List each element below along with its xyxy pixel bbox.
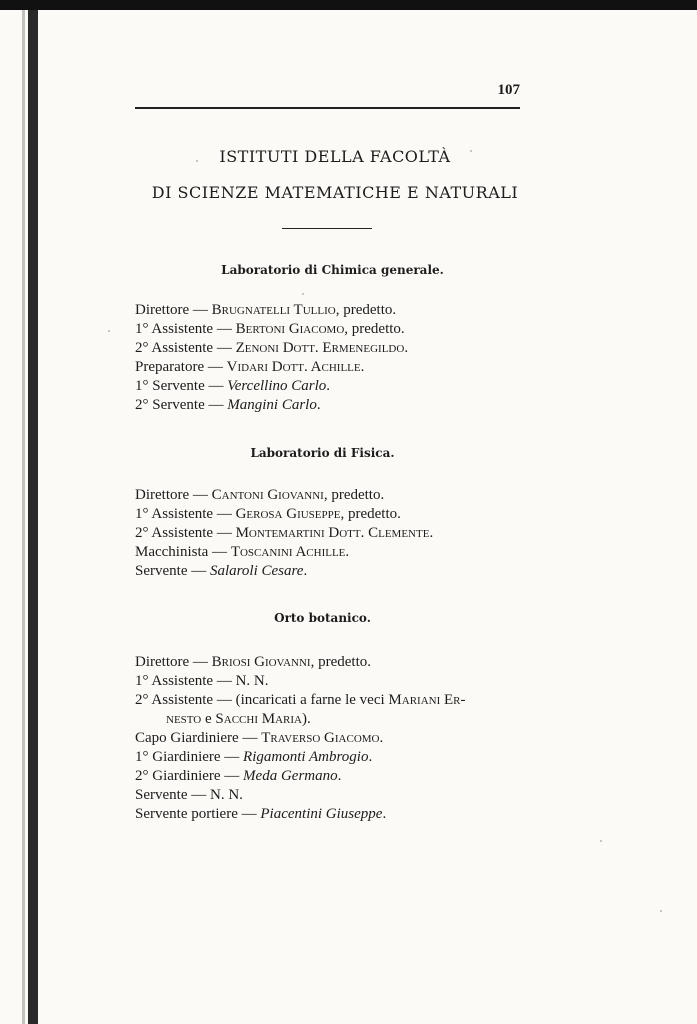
entry-role: Servente — bbox=[135, 787, 210, 803]
entry-name: Rigamonti Ambrogio bbox=[243, 749, 369, 765]
entry-suffix: . bbox=[382, 806, 387, 822]
entry-name: Mangini Carlo bbox=[227, 397, 317, 413]
entry-suffix: . bbox=[303, 563, 308, 579]
paper-speck bbox=[600, 840, 602, 842]
entry-suffix: N. N. bbox=[209, 787, 243, 803]
entry-suffix: , predetto. bbox=[335, 302, 397, 318]
paper-speck bbox=[302, 293, 304, 295]
entry-suffix: . bbox=[345, 544, 350, 560]
paper-speck bbox=[108, 330, 110, 332]
staff-entry bbox=[135, 338, 535, 358]
section-heading-chimica: Laboratorio di Chimica generale. bbox=[221, 263, 444, 277]
staff-entry bbox=[135, 395, 535, 415]
entry-role: Preparatore — bbox=[135, 359, 227, 375]
entry-name: Vidari Dott. Achille bbox=[226, 359, 361, 375]
entry-role: 1° Assistente — bbox=[135, 506, 236, 522]
entry-name-2: Sacchi Maria bbox=[215, 711, 302, 727]
entry-role: 1° Assistente — bbox=[135, 673, 236, 689]
scan-binding-spine bbox=[28, 10, 38, 1024]
section-heading-fisica: Laboratorio di Fisica. bbox=[250, 446, 395, 460]
entry-name: Traverso Giacomo bbox=[261, 730, 380, 746]
entry-suffix: e bbox=[201, 711, 216, 727]
entry-name: Meda Germano bbox=[243, 768, 338, 784]
entry-suffix: , predetto. bbox=[310, 654, 371, 670]
entry-name: Mariani Er- bbox=[388, 692, 466, 708]
entry-role: Macchinista — bbox=[135, 544, 231, 560]
entry-role: 2° Giardiniere — bbox=[135, 768, 244, 784]
entry-name: Piacentini Giuseppe bbox=[260, 806, 383, 822]
entry-suffix: N. N. bbox=[235, 673, 269, 689]
staff-entry bbox=[135, 804, 535, 824]
entry-name: Brugnatelli Tullio bbox=[211, 302, 336, 318]
entry-name: Toscanini Achille bbox=[230, 544, 346, 560]
entry-suffix: , predetto. bbox=[323, 487, 385, 503]
entry-role: Direttore — bbox=[135, 487, 212, 503]
page-title-line-1: ISTITUTI DELLA FACOLTÀ bbox=[219, 147, 451, 166]
entry-name: Bertoni Giacomo bbox=[235, 321, 345, 337]
staff-entry bbox=[135, 671, 535, 691]
staff-entry bbox=[135, 485, 535, 505]
entry-suffix: . bbox=[337, 768, 342, 784]
staff-entry bbox=[135, 357, 535, 377]
entry-name: Vercellino Carlo bbox=[227, 378, 327, 394]
entry-role: Servente portiere — bbox=[135, 806, 261, 822]
scan-top-border bbox=[0, 0, 697, 10]
staff-entry bbox=[135, 728, 535, 748]
section-heading-orto: Orto botanico. bbox=[274, 611, 371, 625]
entry-name: Briosi Giovanni bbox=[211, 654, 311, 670]
entry-name: Zenoni Dott. Ermenegildo bbox=[235, 340, 405, 356]
entry-name: Salaroli Cesare bbox=[209, 563, 304, 579]
entry-suffix: . bbox=[379, 730, 384, 746]
staff-entry bbox=[135, 319, 535, 339]
entry-name: Cantoni Giovanni bbox=[211, 487, 324, 503]
entry-suffix: . bbox=[368, 749, 373, 765]
staff-entry-continuation bbox=[166, 709, 566, 729]
staff-entry bbox=[135, 504, 535, 524]
entry-role: Servente — bbox=[135, 563, 210, 579]
staff-entry bbox=[135, 747, 535, 767]
entry-name: Montemartini Dott. Clemente bbox=[235, 525, 430, 541]
staff-entry bbox=[135, 376, 535, 396]
entry-suffix-2: ). bbox=[301, 711, 311, 727]
entry-name: Gerosa Giuseppe bbox=[235, 506, 341, 522]
staff-entry bbox=[135, 652, 535, 672]
entry-suffix: , predetto. bbox=[344, 321, 405, 337]
entry-role: 1° Servente — bbox=[135, 378, 228, 394]
entry-role: Capo Giardiniere — bbox=[135, 730, 262, 746]
header-rule bbox=[135, 107, 520, 109]
staff-entry bbox=[135, 690, 535, 710]
staff-entry bbox=[135, 523, 535, 543]
page-title-line-2: DI SCIENZE MATEMATICHE E NATURALI bbox=[151, 183, 519, 202]
entry-role: 2° Servente — bbox=[135, 397, 228, 413]
entry-suffix: . bbox=[404, 340, 409, 356]
entry-suffix: . bbox=[429, 525, 434, 541]
entry-role: 2° Assistente — (incaricati a farne le veci bbox=[135, 692, 389, 708]
staff-entry bbox=[135, 561, 535, 581]
entry-name: nesto bbox=[166, 711, 202, 727]
entry-suffix: . bbox=[326, 378, 331, 394]
entry-role: Direttore — bbox=[135, 302, 212, 318]
page-number: 107 bbox=[497, 82, 520, 98]
paper-speck bbox=[660, 910, 662, 912]
entry-role: Direttore — bbox=[135, 654, 212, 670]
entry-suffix: . bbox=[316, 397, 321, 413]
entry-role: 2° Assistente — bbox=[135, 340, 236, 356]
entry-suffix: , predetto. bbox=[340, 506, 401, 522]
scan-spine-edge bbox=[22, 10, 25, 1024]
entry-role: 1° Assistente — bbox=[135, 321, 236, 337]
staff-entry bbox=[135, 542, 535, 562]
staff-entry bbox=[135, 766, 535, 786]
staff-entry bbox=[135, 785, 535, 805]
entry-suffix: . bbox=[360, 359, 365, 375]
entry-role: 1° Giardiniere — bbox=[135, 749, 244, 765]
staff-entry bbox=[135, 300, 535, 320]
title-divider bbox=[282, 228, 372, 229]
entry-role: 2° Assistente — bbox=[135, 525, 236, 541]
